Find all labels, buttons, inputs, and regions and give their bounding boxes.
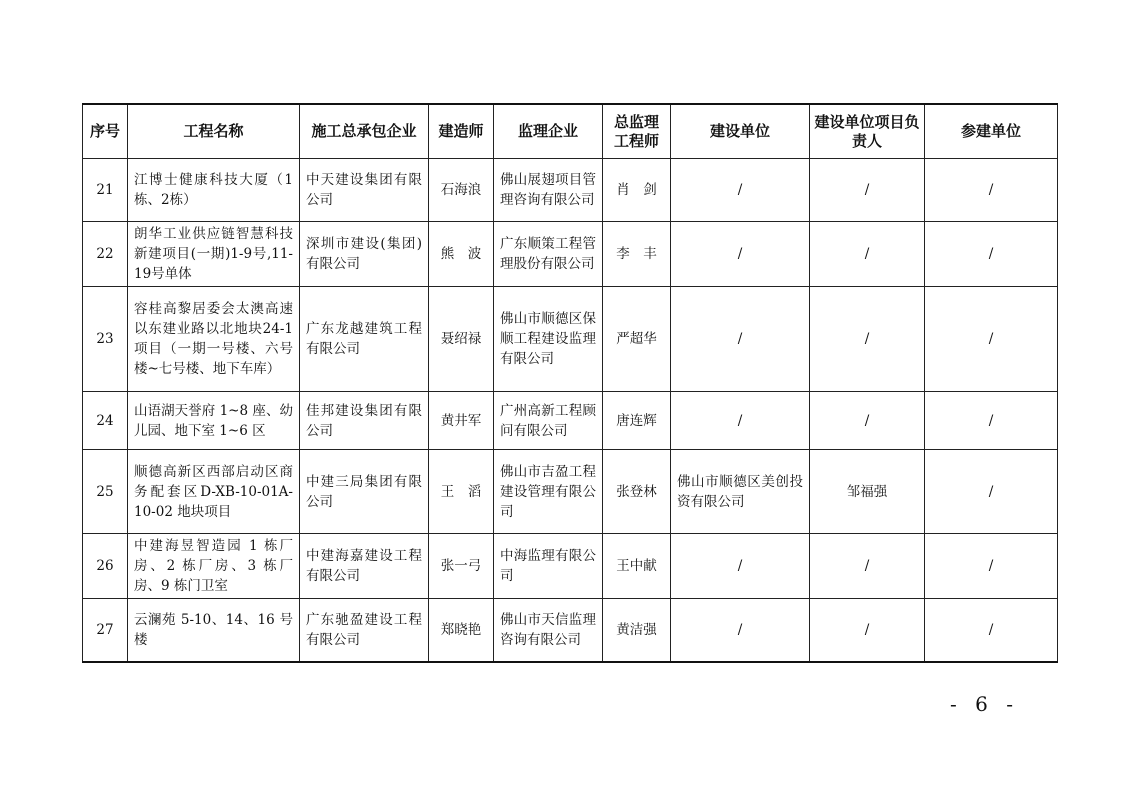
row-contractor: 广东驰盈建设工程有限公司 [300, 599, 429, 662]
row-owner: / [671, 534, 810, 599]
row-chief-engineer: 肖 剑 [603, 159, 671, 222]
row-contractor: 广东龙越建筑工程有限公司 [300, 287, 429, 392]
row-builder: 王 滔 [429, 450, 494, 534]
row-owner: / [671, 392, 810, 450]
row-participant: / [925, 599, 1058, 662]
header-owner-lead: 建设单位项目负责人 [810, 104, 925, 159]
row-builder: 熊 波 [429, 222, 494, 287]
row-chief-engineer: 李 丰 [603, 222, 671, 287]
row-chief-engineer: 唐连辉 [603, 392, 671, 450]
row-owner-lead: / [810, 287, 925, 392]
row-owner: / [671, 287, 810, 392]
row-participant: / [925, 392, 1058, 450]
row-owner: / [671, 159, 810, 222]
row-owner-lead: / [810, 159, 925, 222]
header-contractor: 施工总承包企业 [300, 104, 429, 159]
row-contractor: 中建海嘉建设工程有限公司 [300, 534, 429, 599]
header-builder: 建造师 [429, 104, 494, 159]
row-seq: 26 [83, 534, 128, 599]
row-owner-lead: / [810, 599, 925, 662]
row-contractor: 中建三局集团有限公司 [300, 450, 429, 534]
row-supervisor: 佛山市天信监理咨询有限公司 [494, 599, 603, 662]
row-supervisor: 广州高新工程顾问有限公司 [494, 392, 603, 450]
row-participant: / [925, 222, 1058, 287]
table-header-row [83, 104, 1058, 159]
row-project-name: 云澜苑 5-10、14、16 号楼 [128, 599, 300, 662]
row-project-name: 顺德高新区西部启动区商务配套区D-XB-10-01A-10-02 地块项目 [128, 450, 300, 534]
row-project-name: 容桂高黎居委会太澳高速以东建业路以北地块24-1项目（一期一号楼、六号楼~七号楼、地下车库） [128, 287, 300, 392]
header-chief-engineer: 总监理工程师 [603, 104, 671, 159]
row-seq: 23 [83, 287, 128, 392]
row-builder: 郑晓艳 [429, 599, 494, 662]
row-participant: / [925, 287, 1058, 392]
row-contractor: 中天建设集团有限公司 [300, 159, 429, 222]
row-project-name: 中建海昱智造园 1 栋厂房、2 栋厂房、3 栋厂房、9 栋门卫室 [128, 534, 300, 599]
row-owner: / [671, 222, 810, 287]
row-seq: 27 [83, 599, 128, 662]
table-row [83, 392, 1058, 450]
row-seq: 21 [83, 159, 128, 222]
table-row [83, 534, 1058, 599]
row-owner: / [671, 599, 810, 662]
table-row [83, 287, 1058, 392]
header-owner: 建设单位 [671, 104, 810, 159]
table-row [83, 450, 1058, 534]
row-seq: 24 [83, 392, 128, 450]
row-owner-lead: / [810, 222, 925, 287]
row-supervisor: 中海监理有限公司 [494, 534, 603, 599]
row-seq: 25 [83, 450, 128, 534]
row-chief-engineer: 张登林 [603, 450, 671, 534]
row-seq: 22 [83, 222, 128, 287]
row-supervisor: 佛山市顺德区保顺工程建设监理有限公司 [494, 287, 603, 392]
row-participant: / [925, 159, 1058, 222]
row-supervisor: 佛山展翅项目管理咨询有限公司 [494, 159, 603, 222]
row-project-name: 江博士健康科技大厦（1栋、2栋） [128, 159, 300, 222]
table-row [83, 599, 1058, 662]
row-contractor: 深圳市建设(集团)有限公司 [300, 222, 429, 287]
row-builder: 聂绍禄 [429, 287, 494, 392]
header-supervisor: 监理企业 [494, 104, 603, 159]
row-owner-lead: 邹福强 [810, 450, 925, 534]
row-supervisor: 佛山市吉盈工程建设管理有限公司 [494, 450, 603, 534]
row-builder: 张一弓 [429, 534, 494, 599]
table-row [83, 222, 1058, 287]
row-owner: 佛山市顺德区美创投资有限公司 [671, 450, 810, 534]
row-project-name: 朗华工业供应链智慧科技新建项目(一期)1-9号,11-19号单体 [128, 222, 300, 287]
row-chief-engineer: 王中献 [603, 534, 671, 599]
header-participant: 参建单位 [925, 104, 1058, 159]
row-owner-lead: / [810, 534, 925, 599]
header-project-name: 工程名称 [128, 104, 300, 159]
row-builder: 黄井军 [429, 392, 494, 450]
row-participant: / [925, 450, 1058, 534]
row-project-name: 山语湖天誉府 1~8 座、幼儿园、地下室 1~6 区 [128, 392, 300, 450]
row-contractor: 佳邦建设集团有限公司 [300, 392, 429, 450]
page-number: - 6 - [950, 692, 1019, 716]
row-builder: 石海浪 [429, 159, 494, 222]
row-chief-engineer: 黄洁强 [603, 599, 671, 662]
row-participant: / [925, 534, 1058, 599]
row-owner-lead: / [810, 392, 925, 450]
row-supervisor: 广东顺策工程管理股份有限公司 [494, 222, 603, 287]
table-row [83, 159, 1058, 222]
project-table [82, 103, 1058, 663]
row-chief-engineer: 严超华 [603, 287, 671, 392]
header-seq: 序号 [83, 104, 128, 159]
